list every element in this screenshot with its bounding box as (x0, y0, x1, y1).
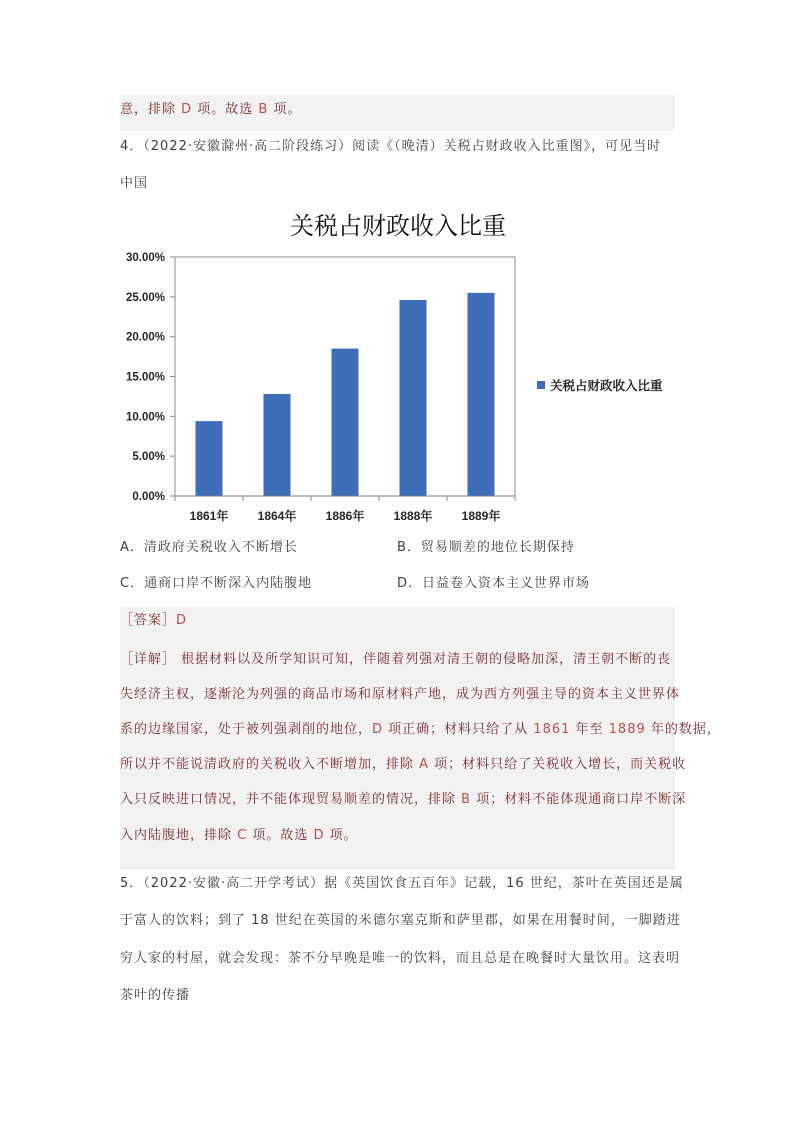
option-a: A．清政府关税收入不断增长 (120, 540, 298, 555)
text-run: 年至 (570, 722, 609, 737)
bar (264, 394, 291, 496)
question-5-stem-line: 5．（2022·安徽·高二开学考试）据《英国饮食五百年》记载，16 世纪，茶叶在英国还是属 (120, 876, 684, 891)
y-tick-label: 5.00% (132, 451, 165, 464)
highlighted-run: D (181, 102, 193, 117)
text-run: 入只反映进口情况，并不能体现贸易顺差的情况，排除 (120, 792, 462, 807)
text-run: 所以并不能说清政府的关税收入不断增加，排除 (120, 757, 420, 772)
text-run: 意，排除 (120, 102, 182, 117)
x-tick-label: 1889年 (461, 509, 501, 523)
legend-swatch (537, 381, 545, 389)
answer-line (120, 611, 187, 631)
y-tick-label: 30.00% (125, 252, 165, 264)
x-tick-label: 1861年 (189, 509, 229, 523)
y-tick-label: 15.00% (125, 371, 165, 384)
y-tick-label: 0.00% (132, 491, 165, 503)
text-run: 年的数据， (645, 722, 721, 737)
y-axis (126, 252, 175, 503)
text-run: 入内陆腹地，排除 (120, 828, 238, 843)
highlighted-run: 1861 (533, 722, 571, 737)
legend-label: 关税占财政收入比重 (550, 378, 663, 393)
x-tick-label: 1864年 (257, 509, 297, 523)
chart-title: 关税占财政收入比重 (290, 212, 506, 240)
y-tick-label: 10.00% (125, 411, 165, 424)
explanation-line (120, 650, 671, 670)
option-c: C．通商口岸不断深入内陆腹地 (120, 576, 313, 591)
explanation-line (120, 755, 686, 775)
text-run: ［答案］ (120, 613, 177, 628)
prev-answer-line (120, 100, 301, 120)
text-run: 项。故选 (247, 828, 314, 843)
text-run: 系的边缘国家，处于被列强剥削的地位， (120, 722, 373, 737)
bar (468, 293, 495, 496)
question-5-stem-line: 穷人家的村屋，就会发现：茶不分早晚是唯一的饮料，而且总是在晚餐时大量饮用。这表明 (120, 951, 681, 966)
question-4-stem-line: 4．（2022·安徽滁州·高二阶段练习）阅读《（晚清）关税占财政收入比重图》，可见当时 (120, 139, 662, 154)
bar (400, 300, 427, 496)
text-run: ［详解］ 根据材料以及所学知识可知，伴随着列强对清王朝的侵略加深，清王朝不断的丧 (120, 652, 672, 667)
x-tick-label: 1888年 (393, 509, 433, 523)
text-run: 项正确；材料只给了从 (383, 722, 534, 737)
bar (332, 349, 359, 496)
y-tick-label: 20.00% (125, 331, 165, 344)
highlighted-run: C (237, 828, 248, 843)
option-b: B．贸易顺差的地位长期保持 (397, 540, 575, 555)
explanation-line (120, 720, 721, 740)
explanation-line (120, 826, 358, 846)
question-5-stem-line: 于富人的饮料；到了 18 世纪在英国的米德尔塞克斯和萨里郡，如果在用餐时间，一脚踏进 (120, 913, 681, 928)
highlighted-run: D (313, 828, 325, 843)
text-run: 项；材料只给了关税收入增长，而关税收 (429, 757, 687, 772)
text-run: 项。故选 (192, 102, 259, 117)
text-run: 失经济主权，逐渐沦为列强的商品市场和原材料产地，成为西方列强主导的资本主义世界体 (120, 687, 681, 702)
x-tick-label: 1886年 (325, 509, 365, 523)
highlighted-run: D (176, 613, 188, 628)
text-run: 项。 (324, 828, 358, 843)
highlighted-run: B (258, 102, 269, 117)
highlighted-run: D (372, 722, 384, 737)
explanation-line (120, 790, 686, 810)
question-4-stem-line: 中国 (120, 176, 149, 191)
legend (537, 378, 663, 393)
highlighted-run: B (461, 792, 472, 807)
bar-chart (120, 200, 680, 535)
y-tick-label: 25.00% (125, 291, 165, 304)
highlighted-run: 1889 (608, 722, 646, 737)
highlighted-run: A (419, 757, 430, 772)
x-axis (175, 496, 515, 523)
explanation-line (120, 685, 680, 705)
text-run: 项。 (268, 102, 302, 117)
question-5-stem-line: 茶叶的传播 (120, 988, 191, 1003)
option-d: D．日益卷入资本主义世界市场 (397, 576, 591, 591)
bar (196, 421, 223, 496)
text-run: 项；材料不能体现通商口岸不断深 (471, 792, 687, 807)
